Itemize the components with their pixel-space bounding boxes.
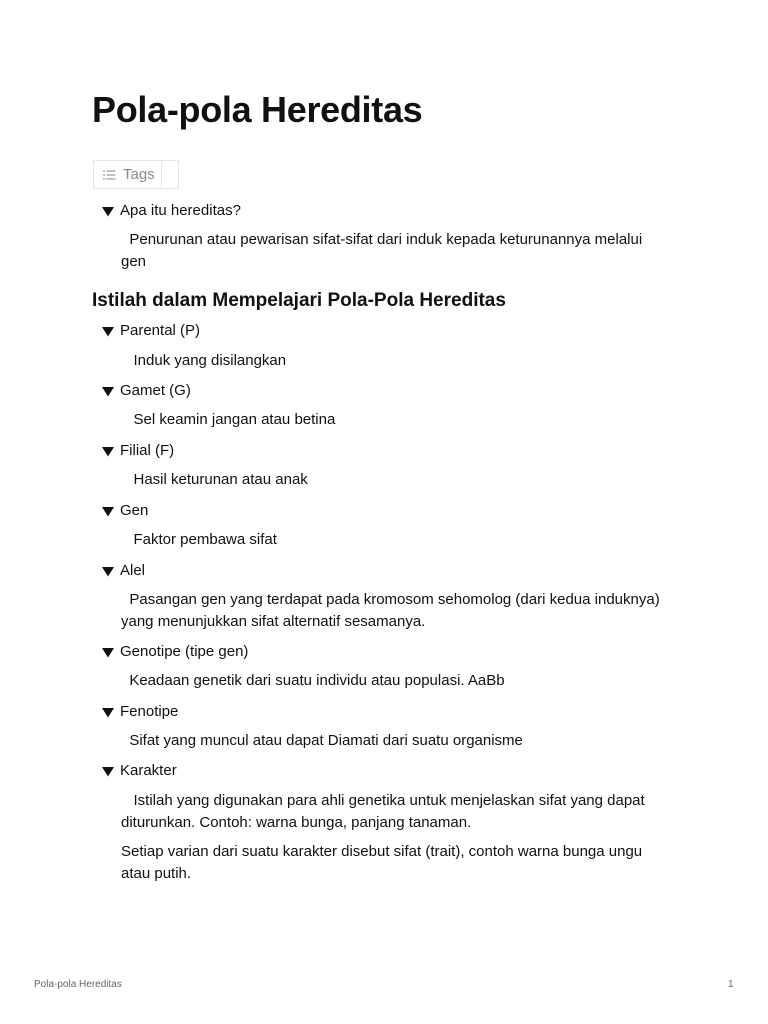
term-definition: Keadaan genetik dari suatu individu atau populasi. AaBb (121, 672, 505, 689)
footer-document-title: Pola-pola Hereditas (34, 979, 122, 990)
term-label: Parental (P) (120, 322, 201, 339)
term-label: Filial (F) (120, 442, 175, 459)
triangle-down-icon[interactable] (102, 206, 114, 217)
toggle-term[interactable] (102, 561, 145, 581)
tags-label: Tags (123, 166, 155, 183)
triangle-down-icon[interactable] (102, 647, 114, 658)
triangle-down-icon[interactable] (102, 766, 114, 777)
triangle-down-icon[interactable] (102, 446, 114, 457)
triangle-down-icon[interactable] (102, 566, 114, 577)
triangle-down-icon[interactable] (102, 506, 114, 517)
term-extra-paragraph: Setiap varian dari suatu karakter disebut sifat (trait), contoh warna bunga ungu atau putih. (121, 843, 643, 882)
toggle-term[interactable] (102, 501, 148, 521)
term-definition: Sel keamin jangan atau betina (121, 411, 336, 428)
tags-divider (161, 161, 162, 188)
term-label: Karakter (120, 762, 177, 779)
term-definition: Istilah yang digunakan para ahli genetika untuk menjelaskan sifat yang dapat diturunkan. Contoh: warna bunga, panjang tanaman. (121, 792, 649, 831)
toggle-term[interactable] (102, 381, 191, 401)
term-definition: Pasangan gen yang terdapat pada kromosom sehomolog (dari kedua induknya) yang menunjukkan sifat alternatif sesamanya. (121, 591, 664, 630)
toggle-term[interactable] (102, 702, 178, 722)
toggle-term[interactable] (102, 761, 177, 781)
triangle-down-icon[interactable] (102, 386, 114, 397)
term-label: Gamet (G) (120, 382, 191, 399)
page-title: Pola-pola Hereditas (92, 89, 423, 130)
term-label: Alel (120, 562, 146, 579)
tags-property[interactable] (93, 160, 179, 189)
toggle-content: Penurunan atau pewarisan sifat-sifat dari induk kepada keturunannya melalui gen (121, 231, 647, 270)
term-definition: Sifat yang muncul atau dapat Diamati dari suatu organisme (121, 732, 523, 749)
toggle-term[interactable] (102, 642, 248, 662)
toggle-term[interactable] (102, 441, 174, 461)
toggle-label: Apa itu hereditas? (120, 202, 241, 219)
term-definition: Induk yang disilangkan (121, 352, 287, 369)
term-label: Genotipe (tipe gen) (120, 643, 249, 660)
triangle-down-icon[interactable] (102, 326, 114, 337)
term-label: Gen (120, 502, 149, 519)
section-heading: Istilah dalam Mempelajari Pola-Pola Hereditas (92, 290, 506, 311)
toggle-term[interactable] (102, 321, 200, 341)
tags-cell[interactable] (94, 161, 161, 188)
list-icon (103, 170, 116, 180)
triangle-down-icon[interactable] (102, 707, 114, 718)
footer-page-number: 1 (728, 979, 734, 990)
term-label: Fenotipe (120, 703, 179, 720)
term-definition: Hasil keturunan atau anak (121, 471, 308, 488)
toggle-what-is-heredity[interactable] (102, 201, 241, 221)
term-definition: Faktor pembawa sifat (121, 531, 277, 548)
